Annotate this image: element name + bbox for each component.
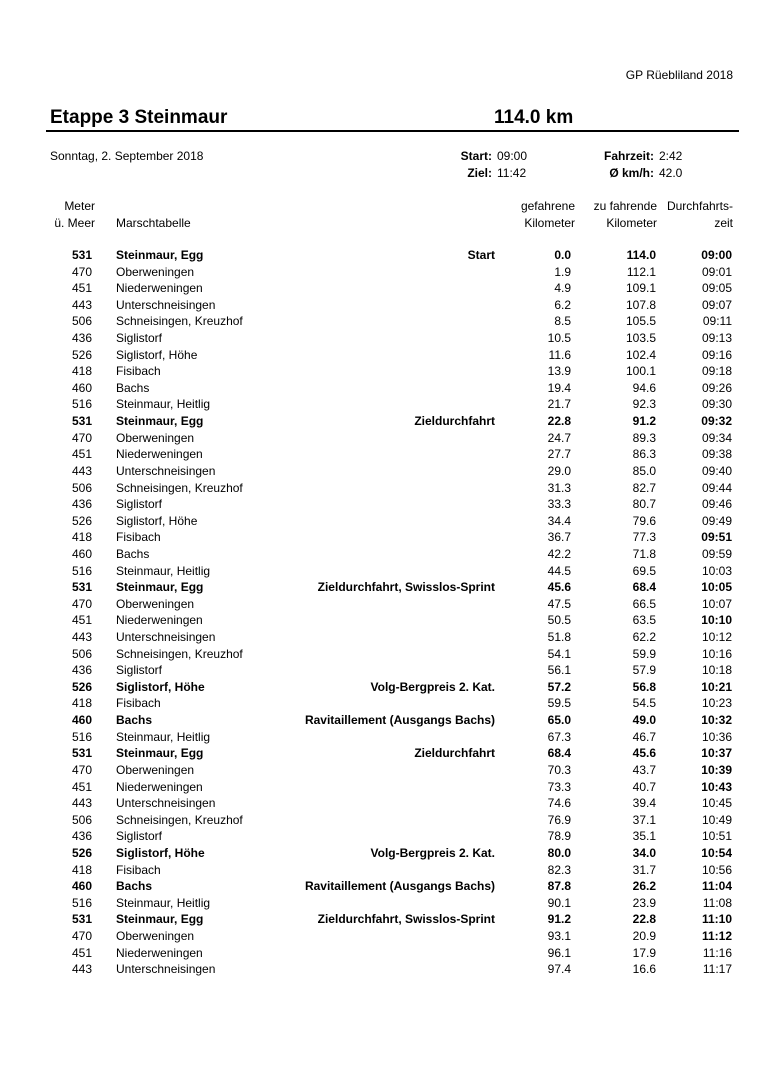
altitude-cell: 470	[71, 430, 92, 445]
finish-time: 11:42	[497, 166, 527, 180]
location-cell: Oberweningen	[116, 928, 195, 943]
pass-time-cell: 11:17	[702, 962, 732, 977]
remark-cell: Volg-Bergpreis 2. Kat.	[370, 679, 495, 694]
route-table	[0, 247, 763, 978]
altitude-cell: 470	[71, 264, 92, 279]
location-cell: Steinmaur, Egg	[116, 580, 204, 595]
pass-time-cell: 10:10	[701, 613, 732, 628]
km-done-cell: 80.0	[547, 845, 571, 860]
location-cell: Niederweningen	[116, 945, 203, 960]
table-row	[0, 928, 763, 945]
table-row	[0, 695, 763, 712]
km-remaining-cell: 94.6	[632, 380, 656, 395]
km-done-cell: 24.7	[547, 430, 571, 445]
table-row	[0, 463, 763, 480]
km-remaining-cell: 34.0	[632, 845, 656, 860]
table-row	[0, 264, 763, 281]
km-remaining-cell: 17.9	[632, 945, 656, 960]
table-row	[0, 496, 763, 513]
km-done-cell: 50.5	[547, 613, 571, 628]
location-cell: Bachs	[116, 380, 150, 395]
pass-time-cell: 10:12	[701, 630, 732, 645]
location-cell: Siglistorf, Höhe	[116, 845, 205, 860]
location-cell: Fisibach	[116, 862, 161, 877]
avg-speed-label: Ø km/h:	[609, 166, 654, 180]
location-cell: Unterschneisingen	[116, 962, 216, 977]
km-done-cell: 36.7	[547, 530, 571, 545]
table-row	[0, 446, 763, 463]
km-remaining-cell: 105.5	[625, 314, 656, 329]
km-done-cell: 10.5	[547, 331, 571, 346]
stage-distance: 114.0 km	[494, 107, 574, 128]
location-cell: Unterschneisingen	[116, 463, 216, 478]
location-cell: Steinmaur, Heitlig	[116, 563, 211, 578]
km-remaining-cell: 35.1	[632, 829, 656, 844]
pass-time-cell: 10:21	[701, 679, 732, 694]
km-done-cell: 76.9	[547, 812, 571, 827]
location-cell: Bachs	[116, 546, 150, 561]
location-cell: Siglistorf	[116, 663, 163, 678]
location-cell: Steinmaur, Heitlig	[116, 729, 211, 744]
km-done-cell: 27.7	[547, 447, 571, 462]
km-remaining-cell: 102.4	[625, 347, 656, 362]
location-cell: Siglistorf, Höhe	[116, 679, 205, 694]
altitude-cell: 436	[71, 497, 92, 512]
altitude-cell: 531	[71, 580, 92, 595]
km-remaining-cell: 86.3	[632, 447, 656, 462]
km-remaining-cell: 80.7	[632, 497, 656, 512]
km-done-cell: 59.5	[547, 696, 571, 711]
table-row	[0, 480, 763, 497]
km-remaining-cell: 16.6	[632, 962, 656, 977]
km-remaining-cell: 54.5	[632, 696, 656, 711]
km-remaining-cell: 77.3	[632, 530, 656, 545]
altitude-cell: 451	[71, 779, 92, 794]
race-name: GP Rüebliland 2018	[625, 68, 733, 82]
altitude-cell: 451	[71, 945, 92, 960]
altitude-cell: 516	[71, 563, 92, 578]
km-remaining-cell: 39.4	[632, 796, 656, 811]
altitude-cell: 451	[71, 447, 92, 462]
ride-time: 2:42	[659, 149, 683, 163]
location-cell: Fisibach	[116, 696, 161, 711]
stage-title: Etappe 3 Steinmaur	[50, 107, 228, 128]
location-cell: Niederweningen	[116, 613, 203, 628]
altitude-cell: 451	[71, 281, 92, 296]
location-cell: Schneisingen, Kreuzhof	[116, 314, 243, 329]
table-row	[0, 845, 763, 862]
pass-time-cell: 09:26	[701, 380, 732, 395]
km-done-cell: 6.2	[554, 297, 571, 312]
table-row	[0, 646, 763, 663]
km-done-cell: 96.1	[547, 945, 571, 960]
km-remaining-cell: 23.9	[632, 895, 656, 910]
km-done-cell: 82.3	[547, 862, 571, 877]
km-done-cell: 87.8	[547, 879, 571, 894]
location-cell: Unterschneisingen	[116, 630, 216, 645]
km-done-cell: 47.5	[547, 596, 571, 611]
km-remaining-cell: 22.8	[632, 912, 656, 927]
altitude-cell: 531	[71, 414, 92, 429]
remark-cell: Zieldurchfahrt	[414, 746, 495, 761]
table-row	[0, 862, 763, 879]
table-row	[0, 579, 763, 596]
km-done-cell: 4.9	[554, 281, 571, 296]
km-remaining-cell: 20.9	[632, 928, 656, 943]
km-done-cell: 8.5	[554, 314, 571, 329]
table-row	[0, 396, 763, 413]
km-done-cell: 67.3	[547, 729, 571, 744]
km-done-cell: 78.9	[547, 829, 571, 844]
altitude-cell: 443	[71, 796, 92, 811]
km-done-cell: 21.7	[547, 397, 571, 412]
pass-time-cell: 09:49	[701, 513, 732, 528]
km-remaining-cell: 43.7	[632, 762, 656, 777]
table-row	[0, 762, 763, 779]
pass-time-cell: 10:43	[701, 779, 732, 794]
pass-time-cell: 10:05	[701, 580, 732, 595]
km-done-cell: 65.0	[547, 713, 571, 728]
table-row	[0, 513, 763, 530]
km-remaining-cell: 63.5	[632, 613, 656, 628]
altitude-cell: 506	[71, 314, 92, 329]
altitude-cell: 526	[71, 845, 92, 860]
col-time-header: Durchfahrts- zeit	[666, 199, 733, 230]
location-cell: Steinmaur, Egg	[116, 248, 204, 262]
remark-cell: Zieldurchfahrt, Swisslos-Sprint	[317, 912, 495, 927]
pass-time-cell: 10:39	[701, 762, 732, 777]
altitude-cell: 418	[71, 696, 92, 711]
table-row	[0, 363, 763, 380]
remark-cell: Ravitaillement (Ausgangs Bachs)	[304, 879, 495, 894]
remark-cell: Zieldurchfahrt	[414, 414, 495, 429]
pass-time-cell: 10:56	[701, 862, 732, 877]
location-cell: Oberweningen	[116, 596, 195, 611]
table-row	[0, 795, 763, 812]
km-remaining-cell: 103.5	[625, 331, 656, 346]
pass-time-cell: 10:37	[701, 746, 732, 761]
km-done-cell: 0.0	[554, 248, 571, 262]
location-cell: Niederweningen	[116, 447, 203, 462]
location-cell: Fisibach	[116, 530, 161, 545]
km-done-cell: 57.2	[547, 679, 571, 694]
altitude-cell: 460	[71, 879, 92, 894]
pass-time-cell: 09:11	[702, 314, 732, 329]
table-row	[0, 629, 763, 646]
location-cell: Oberweningen	[116, 762, 195, 777]
km-done-cell: 93.1	[547, 928, 571, 943]
avg-speed: 42.0	[659, 166, 683, 180]
km-done-cell: 54.1	[547, 646, 571, 661]
pass-time-cell: 09:05	[701, 281, 732, 296]
col-km-header: gefahrene Kilometer	[520, 199, 575, 230]
altitude-cell: 526	[71, 513, 92, 528]
location-cell: Bachs	[116, 879, 153, 894]
table-row	[0, 745, 763, 762]
altitude-cell: 443	[71, 962, 92, 977]
location-cell: Steinmaur, Egg	[116, 912, 204, 927]
km-done-cell: 34.4	[547, 513, 571, 528]
col-route-header: Marschtabelle	[116, 216, 191, 230]
km-remaining-cell: 49.0	[632, 713, 656, 728]
km-done-cell: 45.6	[547, 580, 571, 595]
km-remaining-cell: 107.8	[625, 297, 656, 312]
altitude-cell: 418	[71, 862, 92, 877]
altitude-cell: 506	[71, 480, 92, 495]
km-done-cell: 44.5	[547, 563, 571, 578]
table-row	[0, 662, 763, 679]
ride-time-label: Fahrzeit:	[603, 149, 654, 163]
location-cell: Siglistorf	[116, 331, 163, 346]
table-row	[0, 911, 763, 928]
pass-time-cell: 09:30	[701, 397, 732, 412]
altitude-cell: 516	[71, 729, 92, 744]
pass-time-cell: 09:38	[701, 447, 732, 462]
location-cell: Unterschneisingen	[116, 297, 216, 312]
location-cell: Siglistorf	[116, 829, 163, 844]
location-cell: Steinmaur, Egg	[116, 414, 204, 429]
altitude-cell: 436	[71, 331, 92, 346]
location-cell: Schneisingen, Kreuzhof	[116, 480, 243, 495]
table-row	[0, 612, 763, 629]
table-row	[0, 729, 763, 746]
table-row	[0, 313, 763, 330]
location-cell: Schneisingen, Kreuzhof	[116, 646, 243, 661]
location-cell: Oberweningen	[116, 430, 195, 445]
title-divider	[46, 130, 739, 132]
remark-cell: Volg-Bergpreis 2. Kat.	[370, 845, 495, 860]
pass-time-cell: 10:51	[701, 829, 732, 844]
pass-time-cell: 10:03	[701, 563, 732, 578]
km-remaining-cell: 92.3	[632, 397, 656, 412]
km-done-cell: 74.6	[547, 796, 571, 811]
start-label: Start:	[460, 149, 492, 163]
col-remaining-header: zu fahrende Kilometer	[593, 199, 657, 230]
altitude-cell: 526	[71, 347, 92, 362]
pass-time-cell: 11:04	[701, 879, 732, 894]
table-row	[0, 347, 763, 364]
altitude-cell: 506	[71, 646, 92, 661]
km-done-cell: 90.1	[547, 895, 571, 910]
remark-cell: Start	[467, 248, 495, 262]
pass-time-cell: 10:23	[701, 696, 732, 711]
pass-time-cell: 10:49	[701, 812, 732, 827]
pass-time-cell: 09:46	[701, 497, 732, 512]
pass-time-cell: 09:40	[701, 463, 732, 478]
table-row	[0, 247, 763, 264]
table-row	[0, 330, 763, 347]
table-row	[0, 828, 763, 845]
pass-time-cell: 09:34	[701, 430, 732, 445]
km-remaining-cell: 26.2	[632, 879, 656, 894]
km-remaining-cell: 89.3	[632, 430, 656, 445]
location-cell: Siglistorf, Höhe	[116, 347, 198, 362]
km-done-cell: 1.9	[554, 264, 571, 279]
altitude-cell: 436	[71, 663, 92, 678]
table-row	[0, 945, 763, 962]
location-cell: Steinmaur, Heitlig	[116, 397, 211, 412]
altitude-cell: 418	[71, 530, 92, 545]
pass-time-cell: 10:07	[701, 596, 732, 611]
table-row	[0, 546, 763, 563]
km-done-cell: 22.8	[547, 414, 571, 429]
pass-time-cell: 09:32	[701, 414, 732, 429]
pass-time-cell: 10:36	[701, 729, 732, 744]
location-cell: Unterschneisingen	[116, 796, 216, 811]
altitude-cell: 531	[71, 248, 92, 262]
table-row	[0, 878, 763, 895]
km-remaining-cell: 91.2	[632, 414, 656, 429]
km-done-cell: 97.4	[547, 962, 571, 977]
pass-time-cell: 11:10	[701, 912, 732, 927]
altitude-cell: 516	[71, 397, 92, 412]
location-cell: Niederweningen	[116, 281, 203, 296]
location-cell: Bachs	[116, 713, 153, 728]
km-remaining-cell: 68.4	[632, 580, 656, 595]
pass-time-cell: 09:16	[701, 347, 732, 362]
km-remaining-cell: 85.0	[632, 463, 656, 478]
altitude-cell: 526	[71, 679, 92, 694]
altitude-cell: 460	[71, 713, 92, 728]
altitude-cell: 443	[71, 630, 92, 645]
pass-time-cell: 11:08	[702, 895, 732, 910]
pass-time-cell: 09:13	[701, 331, 732, 346]
table-row	[0, 280, 763, 297]
km-remaining-cell: 62.2	[632, 630, 656, 645]
km-done-cell: 33.3	[547, 497, 571, 512]
pass-time-cell: 10:18	[701, 663, 732, 678]
table-row	[0, 380, 763, 397]
table-row	[0, 413, 763, 430]
altitude-cell: 470	[71, 762, 92, 777]
pass-time-cell: 09:44	[701, 480, 732, 495]
altitude-cell: 443	[71, 463, 92, 478]
altitude-cell: 531	[71, 746, 92, 761]
location-cell: Siglistorf, Höhe	[116, 513, 198, 528]
km-done-cell: 11.6	[548, 347, 571, 362]
finish-label: Ziel:	[467, 166, 492, 180]
altitude-cell: 443	[71, 297, 92, 312]
location-cell: Niederweningen	[116, 779, 203, 794]
pass-time-cell: 09:00	[701, 248, 732, 262]
km-remaining-cell: 40.7	[632, 779, 656, 794]
table-row	[0, 679, 763, 696]
location-cell: Steinmaur, Heitlig	[116, 895, 211, 910]
table-row	[0, 961, 763, 978]
pass-time-cell: 09:59	[701, 546, 732, 561]
km-done-cell: 29.0	[547, 463, 571, 478]
km-done-cell: 31.3	[547, 480, 571, 495]
table-row	[0, 779, 763, 796]
km-done-cell: 56.1	[547, 663, 571, 678]
pass-time-cell: 09:07	[701, 297, 732, 312]
altitude-cell: 460	[71, 380, 92, 395]
pass-time-cell: 09:01	[701, 264, 732, 279]
km-remaining-cell: 100.1	[625, 364, 656, 379]
altitude-cell: 451	[71, 613, 92, 628]
altitude-cell: 460	[71, 546, 92, 561]
table-row	[0, 529, 763, 546]
km-remaining-cell: 37.1	[632, 812, 656, 827]
km-done-cell: 70.3	[547, 762, 571, 777]
location-cell: Oberweningen	[116, 264, 195, 279]
km-remaining-cell: 46.7	[632, 729, 656, 744]
race-date: Sonntag, 2. September 2018	[50, 149, 204, 163]
altitude-cell: 516	[71, 895, 92, 910]
km-done-cell: 51.8	[547, 630, 571, 645]
km-remaining-cell: 109.1	[625, 281, 656, 296]
pass-time-cell: 10:45	[701, 796, 732, 811]
location-cell: Steinmaur, Egg	[116, 746, 204, 761]
location-cell: Fisibach	[116, 364, 161, 379]
pass-time-cell: 10:16	[701, 646, 732, 661]
km-done-cell: 42.2	[547, 546, 571, 561]
pass-time-cell: 11:12	[701, 928, 732, 943]
km-remaining-cell: 114.0	[626, 248, 656, 262]
pass-time-cell: 09:18	[701, 364, 732, 379]
km-remaining-cell: 79.6	[632, 513, 656, 528]
km-remaining-cell: 45.6	[632, 746, 656, 761]
km-done-cell: 91.2	[547, 912, 571, 927]
location-cell: Siglistorf	[116, 497, 163, 512]
altitude-cell: 418	[71, 364, 92, 379]
km-remaining-cell: 112.1	[626, 264, 656, 279]
location-cell: Schneisingen, Kreuzhof	[116, 812, 243, 827]
col-altitude-header: Meter ü. Meer	[54, 199, 95, 230]
km-remaining-cell: 56.8	[632, 679, 656, 694]
table-row	[0, 895, 763, 912]
km-done-cell: 73.3	[547, 779, 571, 794]
pass-time-cell: 10:32	[701, 713, 732, 728]
km-done-cell: 19.4	[547, 380, 571, 395]
altitude-cell: 531	[71, 912, 92, 927]
altitude-cell: 506	[71, 812, 92, 827]
table-row	[0, 563, 763, 580]
remark-cell: Zieldurchfahrt, Swisslos-Sprint	[317, 580, 495, 595]
pass-time-cell: 10:54	[701, 845, 732, 860]
km-done-cell: 13.9	[547, 364, 571, 379]
remark-cell: Ravitaillement (Ausgangs Bachs)	[304, 713, 495, 728]
km-remaining-cell: 59.9	[632, 646, 656, 661]
km-remaining-cell: 31.7	[632, 862, 656, 877]
pass-time-cell: 09:51	[701, 530, 732, 545]
km-remaining-cell: 82.7	[632, 480, 656, 495]
km-remaining-cell: 66.5	[632, 596, 656, 611]
pass-time-cell: 11:16	[702, 945, 732, 960]
table-row	[0, 596, 763, 613]
table-row	[0, 430, 763, 447]
km-remaining-cell: 71.8	[632, 546, 656, 561]
km-remaining-cell: 69.5	[632, 563, 656, 578]
table-row	[0, 297, 763, 314]
km-done-cell: 68.4	[547, 746, 571, 761]
altitude-cell: 436	[71, 829, 92, 844]
start-time: 09:00	[497, 149, 528, 163]
table-row	[0, 812, 763, 829]
km-remaining-cell: 57.9	[632, 663, 656, 678]
altitude-cell: 470	[71, 596, 92, 611]
altitude-cell: 470	[71, 928, 92, 943]
table-row	[0, 712, 763, 729]
